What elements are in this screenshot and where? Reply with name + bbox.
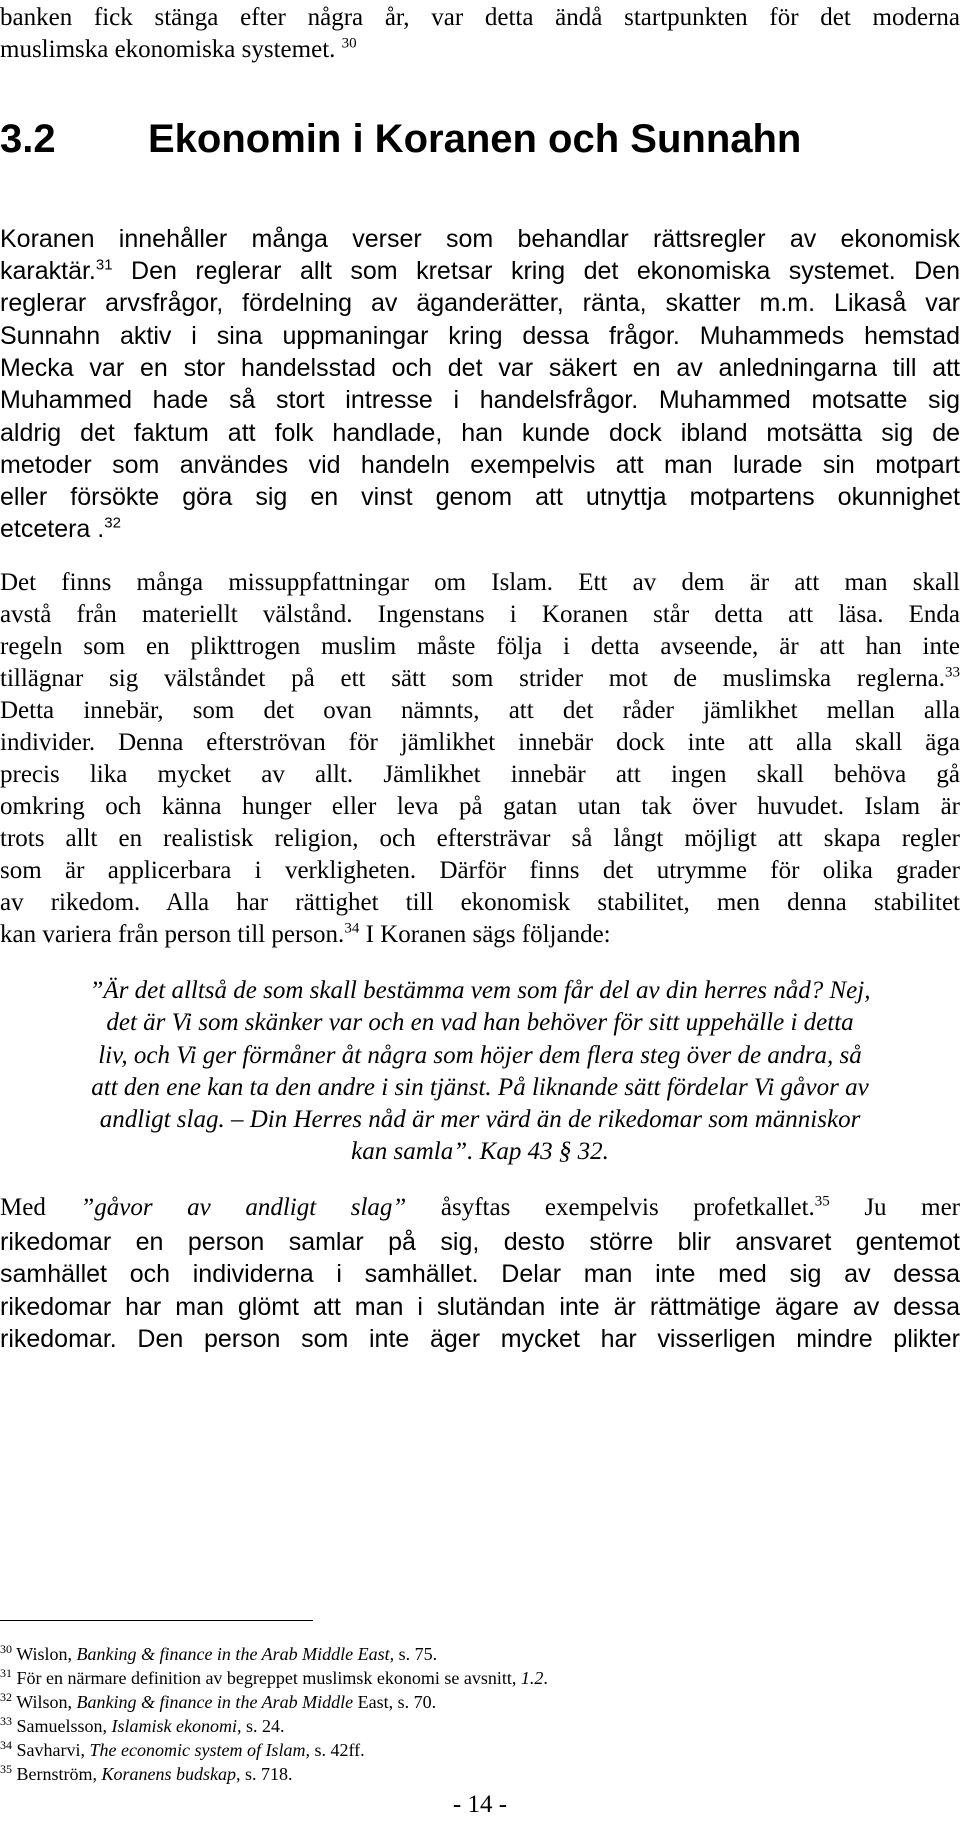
body-line: muslimska ekonomiska systemet. $^{30}$ bbox=[0, 35, 357, 63]
quote-line: att den ene kan ta den andre i sin tjänst. På liknande sätt fördelar Vi gåvor av bbox=[91, 1074, 869, 1101]
body-line: trots allt en realistisk religion, och eftersträvar så långt möjligt att skapa regler bbox=[0, 825, 960, 852]
footnote: $^{31}$ För en närmare definition av begreppet muslimsk ekonomi se avsnitt, 1.2. bbox=[0, 1666, 548, 1688]
page-number: - 14 - bbox=[452, 1791, 508, 1818]
body-line: aldrig det faktum att folk handlade, han kunde dock ibland motsätta sig de bbox=[0, 419, 960, 447]
body-line: metoder som användes vid handeln exempelvis att man lurade sin motpart bbox=[0, 451, 960, 479]
body-line: rikedomar en person samlar på sig, desto större blir ansvaret gentemot bbox=[0, 1228, 960, 1256]
footnote: $^{30}$ Wislon, Banking & finance in the Arab Middle East, s. 75. bbox=[0, 1642, 438, 1664]
body-line: individer. Denna efterströvan för jämlikhet innebär dock inte att alla skall äga bbox=[0, 729, 960, 756]
body-line: karaktär.$^{31}$ Den reglerar allt som kretsar kring det ekonomiska systemet. Den bbox=[0, 256, 960, 285]
quote-line: liv, och Vi ger förmåner åt några som höjer dem flera steg över de andra, så bbox=[98, 1042, 862, 1069]
body-line: Sunnahn aktiv i sina uppmaningar kring dessa frågor. Muhammeds hemstad bbox=[0, 322, 960, 350]
section-title: Ekonomin i Koranen och Sunnahn bbox=[148, 117, 802, 161]
body-line: Med ”gåvor av andligt slag” åsyftas exempelvis profetkallet.$^{35}$ Ju mer bbox=[0, 1193, 960, 1221]
section-number: 3.2 bbox=[0, 117, 56, 161]
body-line: rikedomar. Den person som inte äger mycket har visserligen mindre plikter bbox=[0, 1325, 960, 1353]
body-line: av rikedom. Alla har rättighet till ekonomisk stabilitet, men denna stabilitet bbox=[0, 889, 960, 916]
footnote-ref[interactable]: 30 bbox=[341, 35, 357, 52]
body-line: Muhammed hade så stort intresse i handelsfrågor. Muhammed motsatte sig bbox=[0, 386, 960, 414]
body-line: Koranen innehåller många verser som behandlar rättsregler av ekonomisk bbox=[0, 225, 960, 253]
footnote-separator bbox=[0, 1620, 313, 1621]
body-line: eller försökte göra sig en vinst genom att utnyttja motpartens okunnighet bbox=[0, 483, 960, 511]
quote-line: kan samla”. Kap 43 § 32. bbox=[351, 1138, 609, 1165]
quote-line: ”Är det alltså de som skall bestämma vem som får del av din herres nåd? Nej, bbox=[89, 977, 871, 1004]
footnote-ref[interactable]: 32 bbox=[104, 514, 121, 532]
quoted-phrase: ”gåvor av andligt slag” bbox=[80, 1194, 407, 1221]
quote-line: andligt slag. – Din Herres nåd är mer värd än de rikedomar som människor bbox=[99, 1106, 861, 1133]
section-heading bbox=[0, 115, 801, 163]
body-line: som är applicerbara i verkligheten. Därför finns det utrymme för olika grader bbox=[0, 857, 960, 884]
body-line: precis lika mycket av allt. Jämlikhet innebär att ingen skall behöva gå bbox=[0, 761, 960, 788]
body-line: kan variera från person till person.$^{34}$ I Koranen sägs följande: bbox=[0, 920, 611, 948]
body-line: rikedomar har man glömt att man i slutändan inte är rättmätige ägare av dessa bbox=[0, 1293, 960, 1321]
body-line: avstå från materiellt välstånd. Ingenstans i Koranen står detta att läsa. Enda bbox=[0, 601, 960, 628]
footnote-ref[interactable]: 31 bbox=[95, 256, 113, 274]
footnote: $^{33}$ Samuelsson, Islamisk ekonomi, s. 24. bbox=[0, 1714, 285, 1736]
footnote: $^{32}$ Wilson, Banking & finance in the Arab Middle East, s. 70. bbox=[0, 1690, 437, 1712]
footnote-ref[interactable]: 34 bbox=[344, 920, 360, 937]
body-line: omkring och känna hunger eller leva på gatan utan tak över huvudet. Islam är bbox=[0, 793, 960, 820]
footnote: $^{34}$ Savharvi, The economic system of Islam, s. 42ff. bbox=[0, 1738, 365, 1760]
body-line: Mecka var en stor handelsstad och det var säkert en av anledningarna till att bbox=[0, 354, 960, 382]
body-line: Det finns många missuppfattningar om Islam. Ett av dem är att man skall bbox=[0, 569, 960, 596]
body-line: Detta innebär, som det ovan nämnts, att det råder jämlikhet mellan alla bbox=[0, 697, 960, 724]
quote-line: det är Vi som skänker var och en vad han behöver för sitt uppehälle i detta bbox=[106, 1009, 854, 1036]
footnote-ref[interactable]: 33 bbox=[945, 664, 960, 681]
body-line: tillägnar sig välståndet på ett sätt som strider mot de muslimska reglerna.$^{33}$ bbox=[0, 664, 960, 692]
body-line: banken fick stänga efter några år, var detta ändå startpunkten för det moderna bbox=[0, 4, 960, 31]
body-line: samhället och individerna i samhället. Delar man inte med sig av dessa bbox=[0, 1260, 960, 1288]
body-line: reglerar arvsfrågor, fördelning av äganderätter, ränta, skatter m.m. Likaså var bbox=[0, 289, 960, 317]
footnote: $^{35}$ Bernström, Koranens budskap, s. 718. bbox=[0, 1762, 293, 1784]
body-line: regeln som en plikttrogen muslim måste följa i detta avseende, är att han inte bbox=[0, 633, 960, 660]
footnote-ref[interactable]: 35 bbox=[814, 1193, 830, 1210]
body-line: etcetera .$^{32}$ bbox=[0, 514, 121, 543]
